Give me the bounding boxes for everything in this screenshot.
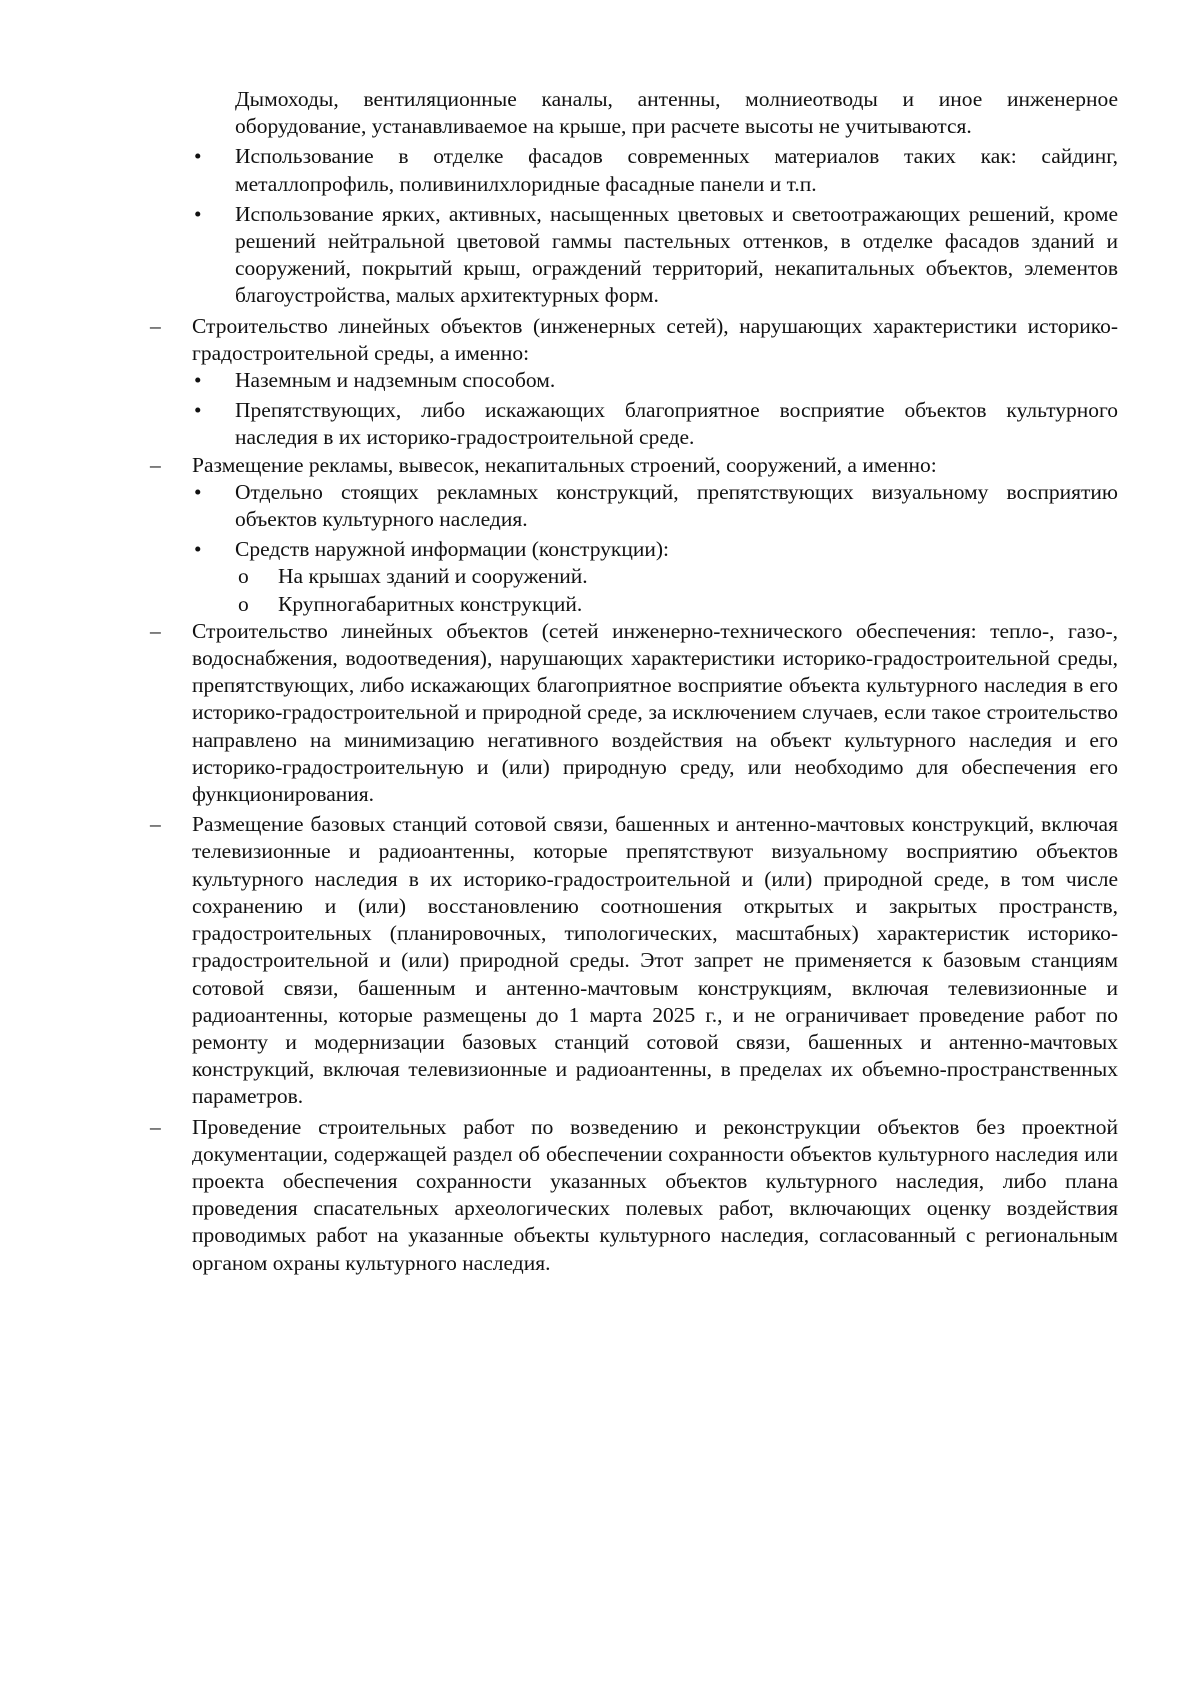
bullet-marker: • xyxy=(194,368,202,393)
bullet-marker: • xyxy=(194,144,202,169)
list-item-text: Наземным и надземным способом. xyxy=(235,368,556,393)
list-item-text: На крышах зданий и сооружений. xyxy=(278,564,588,589)
list-item-text: Строительство линейных объектов (инженерных сетей), нарушающих характеристики историко-градостроительной среды, а именно: xyxy=(192,313,1118,365)
list-item xyxy=(150,618,1118,808)
list-item xyxy=(150,1114,1118,1277)
list-item-text: Размещение рекламы, вывесок, некапитальных строений, сооружений, а именно: xyxy=(192,452,937,477)
dash-marker: – xyxy=(150,313,161,338)
bullet-marker: • xyxy=(194,201,202,226)
document-body xyxy=(150,86,1118,1277)
dash-marker: – xyxy=(150,452,161,477)
list-item xyxy=(150,591,1118,618)
list-item xyxy=(150,563,1118,590)
continuation-paragraph: Дымоходы, вентиляционные каналы, антенны, молниеотводы и иное инженерное оборудование, устанавливаемое на крыше, при расчете высоты не учитываются. xyxy=(235,87,1118,139)
list-item xyxy=(150,397,1118,451)
circle-marker: o xyxy=(238,591,249,616)
list-item xyxy=(150,201,1118,310)
list-item-text: Строительство линейных объектов (сетей инженерно-технического обеспечения: тепло-, газо-, водоснабжения, водоотведения), нарушающих характеристики историко-градостроительной среды, препятствующих, либо искажающих благоприятное восприятие объекта культурного наследия в его историко-градостроительной и природной среде, за исключением случаев, если такое строительство направлено на минимизацию негативного воздействия на объект культурного наследия и его историко-градостроительную и (или) природную среду, или необходимо для обеспечения его функционирования. xyxy=(192,618,1118,807)
list-item-text: Отдельно стоящих рекламных конструкций, препятствующих визуальному восприятию объектов культурного наследия. xyxy=(235,479,1118,532)
list-item xyxy=(150,811,1118,1110)
list-item xyxy=(150,367,1118,394)
list-item-text: Использование в отделке фасадов современных материалов таких как: сайдинг, металлопрофиль, поливинилхлоридные фасадные панели и т.п. xyxy=(235,144,1118,196)
list-item-text: Средств наружной информации (конструкции): xyxy=(235,537,670,562)
list-item xyxy=(150,313,1118,367)
list-item xyxy=(150,536,1118,563)
dash-marker: – xyxy=(150,1114,161,1139)
list-item xyxy=(150,479,1118,533)
circle-marker: o xyxy=(238,564,249,589)
list-item xyxy=(150,452,1118,479)
list-item-text: Размещение базовых станций сотовой связи, башенных и антенно-мачтовых конструкций, включая телевизионные и радиоантенны, которые препятствуют визуальному восприятию объектов культурного наследия в их историко-градостроительной и (или) природной среде, в том числе сохранению и (или) восстановлению соотношения открытых и закрытых пространств, градостроительных (планировочных, типологических, масштабных) характеристик историко-градостроительной и (или) природной среды. Этот запрет не применяется к базовым станциям сотовой связи, башенным и антенно-мачтовым конструкциям, включая телевизионные и радиоантенны, которые размещены до 1 марта 2025 г., и не ограничивает проведение работ по ремонту и модернизации базовых станций сотовой связи, башенных и антенно-мачтовых конструкций, включая телевизионные и радиоантенны, в пределах их объемно-пространственных параметров. xyxy=(192,812,1118,1109)
list-item-text: Использование ярких, активных, насыщенных цветовых и светоотражающих решений, кроме решений нейтральной цветовой гаммы пастельных оттенков, в отделке фасадов зданий и сооружений, покрытий крыш, ограждений территорий, некапитальных объектов, элементов благоустройства, малых архитектурных форм. xyxy=(235,201,1118,308)
list-item xyxy=(150,143,1118,197)
list-item-text: Крупногабаритных конструкций. xyxy=(278,591,583,616)
bullet-marker: • xyxy=(194,537,202,562)
dash-marker: – xyxy=(150,812,161,837)
list-item-text: Проведение строительных работ по возведению и реконструкции объектов без проектной документации, содержащей раздел об обеспечении сохранности объектов культурного наследия или проекта обеспечения сохранности указанных объектов культурного наследия, либо плана проведения спасательных археологических полевых работ, включающих оценку воздействия проводимых работ на указанные объекты культурного наследия, согласованный с региональным органом охраны культурного наследия. xyxy=(192,1114,1118,1275)
bullet-marker: • xyxy=(194,398,202,423)
dash-marker: – xyxy=(150,618,161,643)
bullet-marker: • xyxy=(194,479,202,504)
list-item-text: Препятствующих, либо искажающих благоприятное восприятие объектов культурного наследия в их историко-градостроительной среде. xyxy=(235,398,1118,450)
